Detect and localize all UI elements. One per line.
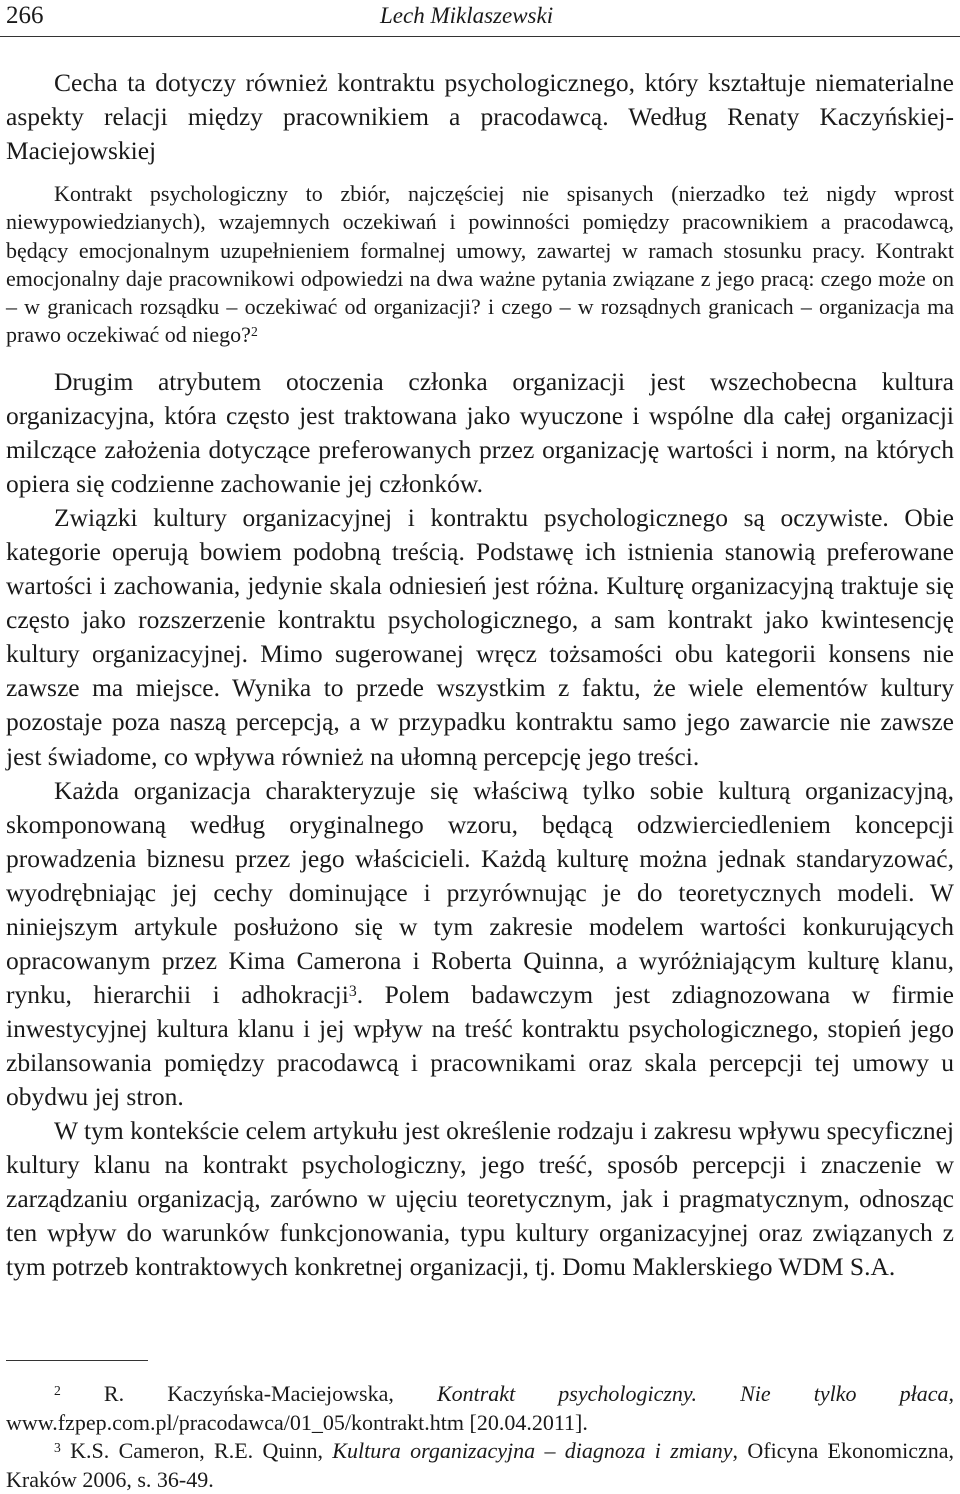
footnote-author: R. Kaczyńska-Maciejowska,	[60, 1381, 437, 1406]
footnote-title: Kultura organizacyjna – diagnoza i zmiany	[332, 1438, 733, 1463]
paragraph-2: Związki kultury organizacyjnej i kontraktu psychologicznego są oczywiste. Obie kategorie operują bowiem podobną treścią. Podstawę ich istnienia stanowią preferowane wartości i zachowania, jedynie skala odniesień jest różna. Kulturę organizacyjną traktuje się często jako rozszerzenie kontraktu psychologicznego, a sam kontrakt jako kwintesencję kultury organizacyjnej. Mimo sugerowanej wręcz tożsamości obu kategorii konsens nie zawsze ma miejsce. Wynika to przede wszystkim z faktu, że wiele elementów kultury pozostaje poza naszą percepcją, a w przypadku kontraktu samo jego zawarcie nie zawsze jest świadome, co wpływa również na ułomną percepcję jego treści.	[6, 503, 954, 771]
footnote-ref-2: 2	[250, 324, 258, 340]
running-head-author: Lech Miklaszewski	[380, 3, 554, 28]
footnote-marker: 3	[54, 1439, 61, 1455]
footnote-ref-3: 3	[348, 982, 357, 1000]
intro-paragraph: Cecha ta dotyczy również kontraktu psychologicznego, który kształtuje niematerialne aspekty relacji między pracownikiem a pracodawcą. Według Renaty Kaczyńskiej-Maciejowskiej	[6, 68, 954, 165]
footnote-3	[6, 1437, 954, 1494]
page-header	[0, 0, 960, 37]
footnote-source: , www.fzpep.com.pl/pracodawca/01_05/kontrakt.htm [20.04.2011].	[6, 1381, 954, 1435]
page-number: 266	[6, 2, 44, 29]
paragraph-3-text-b: . Polem badawczym jest zdiagnozowana w firmie inwestycyjnej kultura klanu i jej wpływ na treść kontraktu psychologicznego, stopień jego zbilansowania pomiędzy pracodawcą i pracownikami oraz skala percepcji tej umowy u obydwu jej stron.	[6, 979, 954, 1111]
paragraph-3	[6, 774, 954, 1114]
footnote-author: K.S. Cameron, R.E. Quinn,	[60, 1438, 333, 1463]
block-quote	[6, 180, 954, 350]
paragraph-1: Drugim atrybutem otoczenia członka organizacji jest wszechobecna kultura organizacyjna, która często jest traktowana jako wyuczone i wspólne dla całej organizacji milczące założenia dotyczące preferowanych przez organizację wartości i norm, na których opiera się codzienne zachowanie jej członków.	[6, 367, 954, 499]
paragraph-3-text-a: Każda organizacja charakteryzuje się właściwą tylko sobie kulturą organizacyjną, skomponowaną według oryginalnego wzoru, będącą odzwierciedleniem koncepcji prowadzenia biznesu przez jego właścicieli. Każdą kulturę można jednak standaryzować, wyodrębniając jej cechy dominujące i przyrównując je do teoretycznych modeli. W niniejszym artykule posłużono się w tym zakresie modelem wartości konkurujących opracowanym przez Kima Camerona i Roberta Quinna, a wyróżniającym kulturę klanu, rynku, hierarchii i adhokracji	[6, 775, 954, 1009]
paragraph-4: W tym kontekście celem artykułu jest określenie rodzaju i zakresu wpływu specyficznej kultury klanu na kontrakt psychologiczny, jego treść, sposób percepcji i znaczenie w zarządzaniu organizacją, zarówno w ujęciu teoretycznym, jak i pragmatycznym, odnosząc ten wpływ do warunków funkcjonowania, typu kultury organizacyjnej oraz związanych z tym potrzeb kontraktowych konkretnej organizacji, tj. Domu Maklerskiego WDM S.A.	[6, 1116, 954, 1282]
block-quote-text: Kontrakt psychologiczny to zbiór, najczęściej nie spisanych (nierzadko też nigdy wprost niewypowiedzianych), wzajemnych oczekiwań i powinności pomiędzy pracownikiem a pracodawcą, będący emocjonalnym uzupełnieniem formalnej umowy, zawartej w ramach stosunku pracy. Kontrakt emocjonalny daje pracownikowi odpowiedzi na dwa ważne pytania związane z jego pracą: czego może on – w granicach rozsądku – oczekiwać od organizacji? i czego – w rozsądnych granicach – organizacja ma prawo oczekiwać od niego?	[6, 181, 954, 348]
footnote-divider	[6, 1360, 148, 1361]
footnote-source: , Oficyna Ekonomiczna, Kraków 2006, s. 36-49.	[6, 1438, 954, 1492]
footnote-2	[6, 1380, 954, 1437]
footnotes	[6, 1380, 954, 1494]
main-body-text	[6, 365, 954, 1284]
footnote-title: Kontrakt psychologiczny. Nie tylko płaca	[436, 1381, 949, 1406]
footnote-marker: 2	[54, 1382, 61, 1398]
